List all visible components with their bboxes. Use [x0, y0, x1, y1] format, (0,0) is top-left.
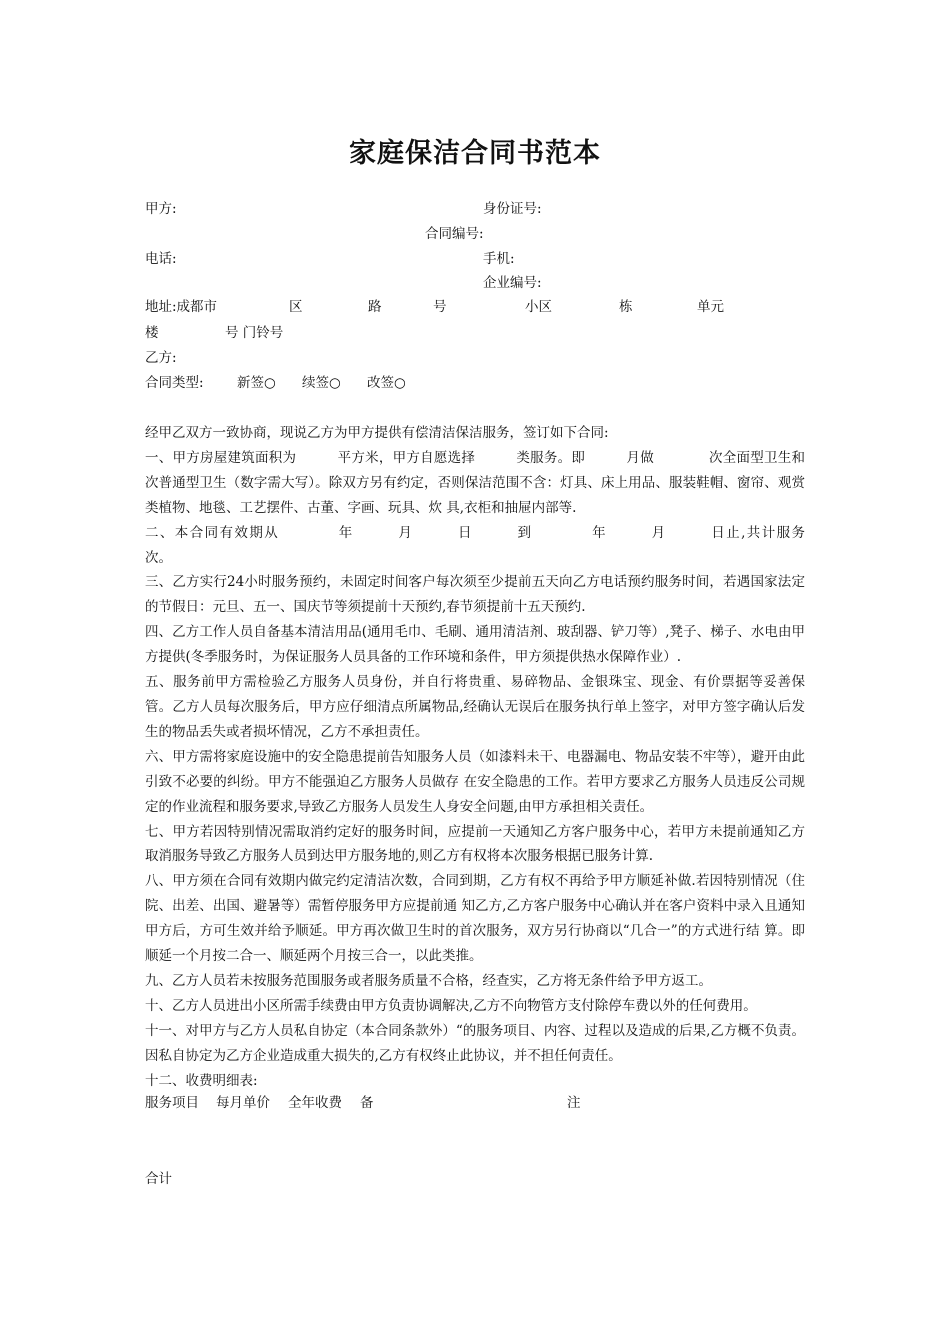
- clause-12: 十二、收费明细表:: [145, 1072, 258, 1089]
- phone-label: 电话:: [145, 251, 177, 267]
- address-building: 栋: [619, 299, 633, 315]
- id-number-label: 身份证号:: [483, 201, 542, 217]
- fee-col-remark-1: 备: [360, 1095, 374, 1111]
- address-floor: 楼: [145, 325, 159, 341]
- address-unit: 单元: [697, 299, 724, 315]
- address-room-doorbell: 号 门铃号: [225, 325, 284, 341]
- fee-col-remark-2: 注: [567, 1095, 581, 1111]
- clause-9: 九、乙方人员若未按服务范围服务或者服务质量不合格，经查实，乙方将无条件给予甲方返工。: [145, 972, 712, 989]
- contract-type-renew: 续签○: [302, 375, 341, 391]
- address-road: 路: [368, 299, 382, 315]
- contract-type-change: 改签○: [367, 375, 406, 391]
- fee-col-monthly: 每月单价: [216, 1095, 270, 1111]
- clause-2: 二、本合同有效期从 年 月 日 到 年 月 日止,共计服务 次。: [145, 524, 846, 566]
- contract-type-label: 合同类型:: [145, 375, 204, 391]
- clause-5: 五、服务前甲方需检验乙方服务人员身份，并自行将贵重、易碎物品、金银珠宝、现金、有价票据等妥善保管。乙方人员每次服务后，甲方应仔细清点所属物品,经确认无误后在服务执行单上签字，对甲方签字确认后发生的物品丢失或者损坏情况，乙方不承担责任。: [145, 674, 805, 740]
- fee-col-item: 服务项目: [145, 1095, 199, 1111]
- clause-11: 十一、对甲方与乙方人员私自协定（本合同条款外）“的服务项目、内容、过程以及造成的后果,乙方概不负责。因私自协定为乙方企业造成重大损失的,乙方有权终止此协议，并不担任何责任。: [145, 1022, 805, 1064]
- party-a-label: 甲方:: [145, 201, 177, 217]
- clause-1: 一、甲方房屋建筑面积为 平方米，甲方自愿选择 类服务。即 月做 次全面型卫生和 次普通型卫生（数字需大写）。除双方另有约定，否则保洁范围不含：灯具、床上用品、服装鞋帽、窗帘、观赏类植物、地毯、工艺摆件、古董、字画、玩具、炊 具,衣柜和抽屉内部等.: [145, 449, 846, 516]
- address-prefix: 地址:成都市: [145, 299, 218, 315]
- clause-7: 七、甲方若因特别情况需取消约定好的服务时间，应提前一天通知乙方客户服务中心，若甲方未提前通知乙方取消服务导致乙方服务人员到达甲方服务地的,则乙方有权将本次服务根据已服务计算.: [145, 823, 805, 865]
- document-title: 家庭保洁合同书范本: [349, 138, 601, 169]
- clause-3: 三、乙方实行24小时服务预约，未固定时间客户每次须至少提前五天向乙方电话预约服务时间，若遇国家法定的节假日：元旦、五一、国庆节等须提前十天预约,春节须提前十五天预约.: [145, 574, 805, 616]
- contract-type-new: 新签○: [237, 375, 276, 391]
- fee-total-label: 合计: [145, 1171, 172, 1187]
- address-district: 区: [289, 299, 303, 315]
- party-b-label: 乙方:: [145, 350, 177, 366]
- clause-10: 十、乙方人员进出小区所需手续费由甲方负责协调解决,乙方不向物管方支付除停车费以外的任何费用。: [145, 997, 757, 1014]
- address-number: 号: [433, 299, 447, 315]
- clause-intro: 经甲乙双方一致协商，现说乙方为甲方提供有偿清洁保洁服务，签订如下合同:: [145, 425, 609, 441]
- clause-6: 六、甲方需将家庭设施中的安全隐患提前告知服务人员（如漆料未干、电器漏电、物品安装不牢等），避开由此引致不必要的纠纷。甲方不能强迫乙方服务人员做存 在安全隐患的工作。若甲方要求乙方服务人员违反公司规定的作业流程和服务要求,导致乙方服务人员发生人身安全问题,由甲方承担相关责任。: [145, 748, 805, 815]
- clause-8: 八、甲方须在合同有效期内做完约定清洁次数，合同到期，乙方有权不再给予甲方顺延补做.若因特别情况（住院、出差、出国、避暑等）需暂停服务甲方应提前通 知乙方,乙方客户服务中心确认并在客户资料中录入且通知甲方后，方可生效并给予顺延。甲方再次做卫生时的首次服务，双方另行协商以“几合一”的方式进行结 算。即顺延一个月按二合一、顺延两个月按三合一，以此类推。: [145, 873, 805, 965]
- contract-number-label: 合同编号:: [425, 226, 484, 242]
- company-number-label: 企业编号:: [483, 275, 542, 291]
- fee-col-annual: 全年收费: [288, 1095, 342, 1111]
- address-community: 小区: [525, 299, 552, 315]
- contract-clauses: [145, 421, 846, 1093]
- mobile-label: 手机:: [483, 251, 515, 267]
- clause-4: 四、乙方工作人员自备基本清洁用品(通用毛巾、毛刷、通用清洁剂、玻刮器、铲刀等）,凳子、梯子、水电由甲方提供(冬季服务时，为保证服务人员具备的工作环境和条件，甲方须提供热水保障作业）.: [145, 624, 805, 666]
